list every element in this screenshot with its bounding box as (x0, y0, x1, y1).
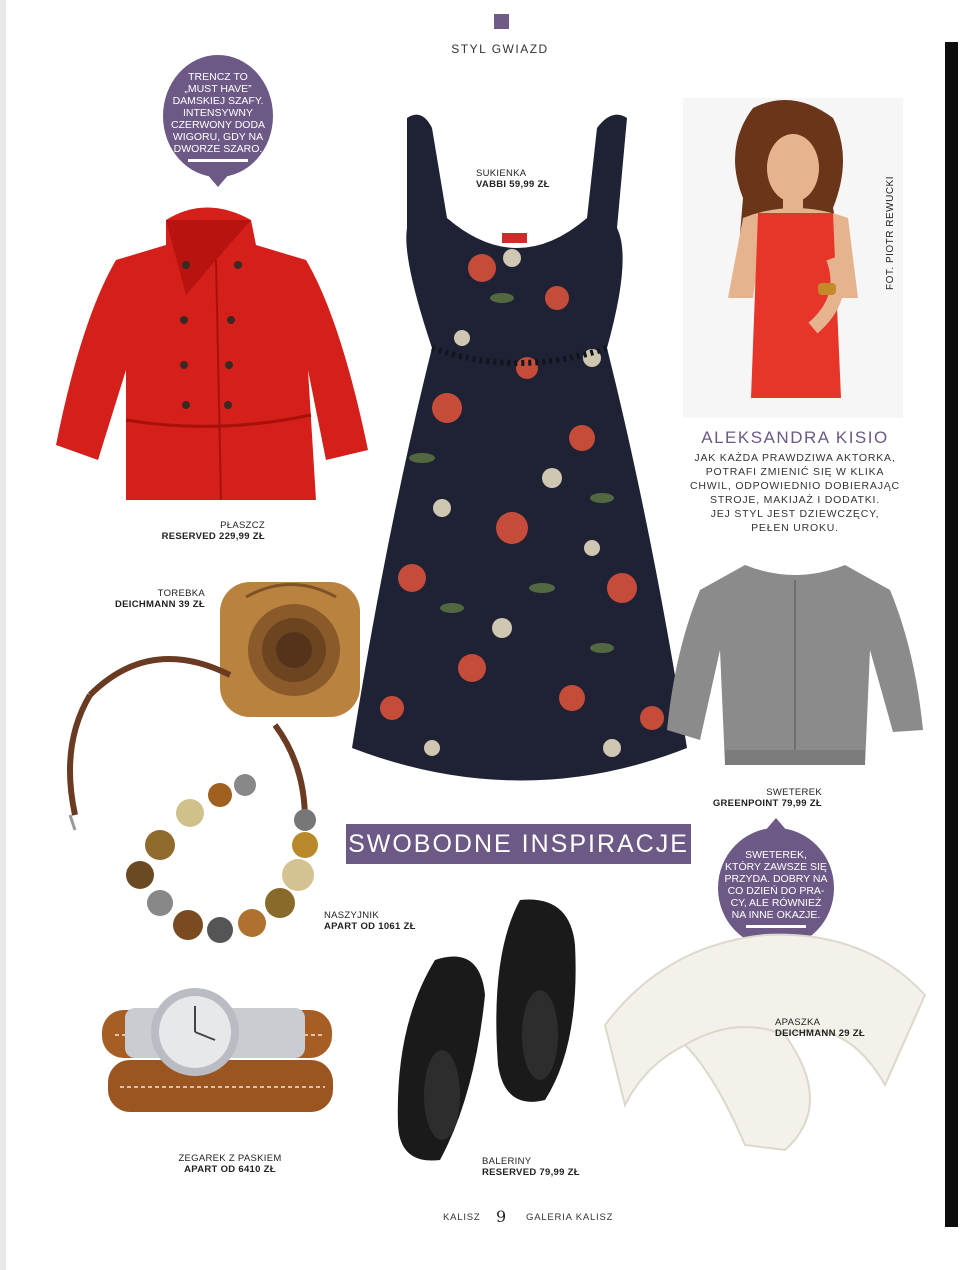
photo-credit: FOT. PIOTR REWUCKI (885, 176, 896, 290)
watch-label-name: ZEGAREK Z PASKIEM (178, 1153, 282, 1164)
watch-image (100, 980, 340, 1125)
watch-label-brand: APART OD 6410 ZŁ (184, 1164, 276, 1175)
footer-right: GALERIA KALISZ (526, 1212, 614, 1223)
dress-image (352, 108, 687, 798)
right-edge-bar (945, 42, 958, 1227)
scarf-label-brand: DEICHMANN 29 ZŁ (775, 1028, 866, 1039)
flats-label (482, 1156, 592, 1178)
scarf-label (775, 1017, 885, 1039)
sweater-label (710, 787, 822, 809)
coat-label (150, 520, 265, 542)
trench-bubble-text: TRENCZ TO „MUST HAVE” DAMSKIEJ SZAFY. INTENSYWNY CZERWONY DODA WIGORU, GDY NA DWORZE SZARO. (170, 70, 266, 155)
trench-bubble-rule (188, 159, 248, 162)
actress-name: ALEKSANDRA KISIO (701, 428, 889, 447)
flats-label-name: BALERINY (482, 1156, 532, 1167)
bag-label (90, 588, 205, 610)
footer-left: KALISZ (443, 1212, 481, 1223)
coat-label-brand: RESERVED 229,99 ZŁ (161, 531, 265, 542)
section-title: STYL GWIAZD (451, 42, 549, 56)
dress-label-name: SUKIENKA (476, 168, 527, 179)
watch-label (170, 1153, 290, 1175)
section-marker (494, 14, 509, 29)
sweater-image (665, 560, 925, 775)
necklace-label-name: NASZYJNIK (324, 910, 379, 921)
page-left-edge (0, 0, 6, 1270)
flats-label-brand: RESERVED 79,99 ZŁ (482, 1167, 580, 1178)
inspiration-banner: SWOBODNE INSPIRACJE (346, 824, 691, 864)
bag-label-name: TOREBKA (157, 588, 205, 599)
coat-label-name: PŁASZCZ (220, 520, 265, 531)
actress-photo (683, 98, 903, 418)
scarf-label-name: APASZKA (775, 1017, 821, 1028)
flats-image (380, 895, 580, 1165)
necklace-image (30, 635, 330, 955)
bag-label-brand: DEICHMANN 39 ZŁ (114, 599, 205, 610)
dress-label-brand: VABBI 59,99 ZŁ (476, 179, 550, 190)
trench-bubble (163, 55, 273, 187)
coat-image (56, 200, 368, 510)
trench-bubble-tail (206, 173, 230, 187)
necklace-label-brand: APART OD 1061 ZŁ (324, 921, 416, 932)
actress-description: JAK KAŻDA PRAWDZIWA AKTORKA, POTRAFI ZMIENIĆ SIĘ W KLIKA CHWIL, ODPOWIEDNIO DOBIERAJĄC STROJE, MAKIJAŻ I DODATKI. JEJ STYL JEST DZIEWCZĘCY, PEŁEN UROKU. (690, 452, 900, 534)
sweater-bubble-text: SWETEREK, KTÓRY ZAWSZE SIĘ PRZYDA. DOBRY NA CO DZIEŃ DO PRA- CY, ALE RÓWNIEŻ NA INNE OKAZJE. (724, 848, 828, 921)
sweater-label-name: SWETEREK (766, 787, 822, 798)
sweater-label-brand: GREENPOINT 79,99 ZŁ (712, 798, 822, 809)
page-number: 9 (496, 1207, 507, 1226)
